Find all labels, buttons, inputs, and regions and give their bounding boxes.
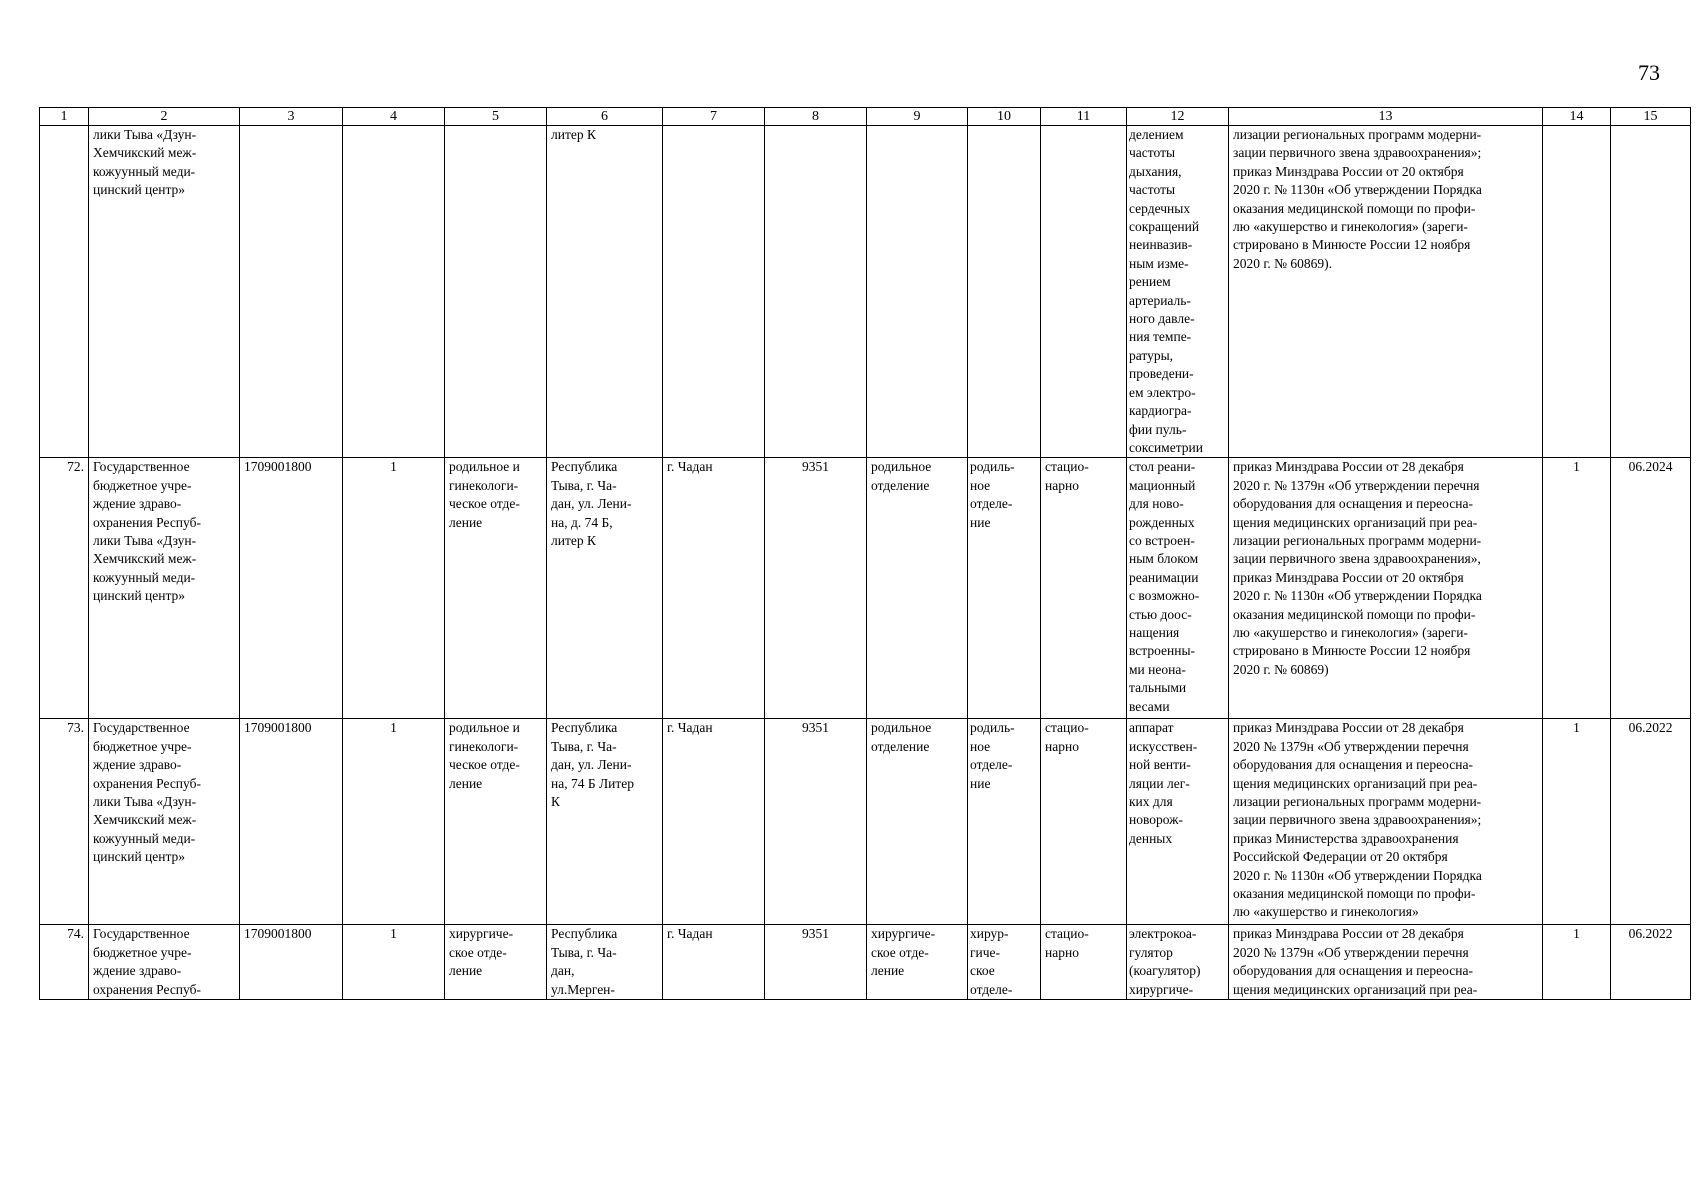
inn-cell: 1709001800 [240, 925, 343, 1000]
column-header: 2 [89, 108, 240, 126]
equipment-cell: аппарат искусствен- ной венти- ляции лег- ких для новорож- денных [1127, 719, 1229, 925]
column-header: 4 [343, 108, 445, 126]
unit-cell: хирургиче- ское отде- ление [867, 925, 968, 1000]
care-type-cell: стацио- нарно [1041, 719, 1127, 925]
regulation-cell: приказ Минздрава России от 28 декабря 2020 № 1379н «Об утверждении перечня оборудования для оснащения и переосна- щения медицинских организаций при реа- [1229, 925, 1543, 1000]
regulation-cell: приказ Минздрава России от 28 декабря 2020 № 1379н «Об утверждении перечня оборудования для оснащения и переосна- щения медицинских организаций при реа- лизации региональных программ модерни- зации первичного звена здравоохранения»; приказ Министерства здравоохранения Российской Федерации от 20 октября 2020 г. № 1130н «Об утверждении Порядка оказания медицинской помощи по профи- лю «акушерство и гинекология» [1229, 719, 1543, 925]
equipment-table [39, 107, 1691, 1000]
city-cell [663, 126, 765, 458]
column-header: 10 [968, 108, 1041, 126]
quantity-cell: 1 [1543, 719, 1611, 925]
column-header: 11 [1041, 108, 1127, 126]
quantity-cell: 1 [1543, 458, 1611, 719]
code-cell: 9351 [765, 925, 867, 1000]
address-cell: Республика Тыва, г. Ча- дан, ул. Лени- на, д. 74 Б, литер К [547, 458, 663, 719]
department-cell [445, 126, 547, 458]
code-cell: 9351 [765, 719, 867, 925]
department-cell: родильное и гинекологи- ческое отде- ление [445, 458, 547, 719]
count-cell [343, 126, 445, 458]
column-header: 9 [867, 108, 968, 126]
care-type-cell: стацио- нарно [1041, 458, 1127, 719]
equipment-cell: делением частоты дыхания, частоты сердечных сокращений неинвазив- ным изме- рением артериаль- ного давле- ния темпе- ратуры, проведени- ем электро- кардиогра- фии пуль- соксиметрии [1127, 126, 1229, 458]
column-header-row [40, 108, 1691, 126]
city-cell: г. Чадан [663, 925, 765, 1000]
address-cell: Республика Тыва, г. Ча- дан, ул.Мерген- [547, 925, 663, 1000]
equipment-cell: электрокоа- гулятор (коагулятор) хирургиче- [1127, 925, 1229, 1000]
city-cell: г. Чадан [663, 458, 765, 719]
table-row [40, 925, 1691, 1000]
row-number-cell: 74. [40, 925, 89, 1000]
care-type-cell: стацио- нарно [1041, 925, 1127, 1000]
institution-cell: Государственное бюджетное учре- ждение здраво- охранения Респуб- [89, 925, 240, 1000]
department-cell: родильное и гинекологи- ческое отде- ление [445, 719, 547, 925]
care-type-cell [1041, 126, 1127, 458]
inn-cell: 1709001800 [240, 458, 343, 719]
date-cell: 06.2022 [1611, 719, 1691, 925]
code-cell [765, 126, 867, 458]
profile-cell: родиль- ное отделе- ние [968, 719, 1041, 925]
date-cell: 06.2022 [1611, 925, 1691, 1000]
regulation-cell: приказ Минздрава России от 28 декабря 2020 г. № 1379н «Об утверждении перечня оборудования для оснащения и переосна- щения медицинских организаций при реа- лизации региональных программ модерни- зации первичного звена здравоохранения», приказ Минздрава России от 20 октября 2020 г. № 1130н «Об утверждении Порядка оказания медицинской помощи по профи- лю «акушерство и гинекология» (зареги- стрировано в Минюсте России 12 ноября 2020 г. № 60869) [1229, 458, 1543, 719]
profile-cell: хирур- гиче- ское отделе- [968, 925, 1041, 1000]
code-cell: 9351 [765, 458, 867, 719]
address-cell: литер К [547, 126, 663, 458]
column-header: 15 [1611, 108, 1691, 126]
table-row [40, 126, 1691, 458]
city-cell: г. Чадан [663, 719, 765, 925]
row-number-cell: 73. [40, 719, 89, 925]
column-header: 7 [663, 108, 765, 126]
column-header: 1 [40, 108, 89, 126]
column-header: 3 [240, 108, 343, 126]
column-header: 14 [1543, 108, 1611, 126]
institution-cell: Государственное бюджетное учре- ждение здраво- охранения Респуб- лики Тыва «Дзун- Хемчикский меж- кожуунный меди- цинский центр» [89, 719, 240, 925]
row-number-cell: 72. [40, 458, 89, 719]
column-header: 5 [445, 108, 547, 126]
unit-cell: родильное отделение [867, 458, 968, 719]
column-header: 13 [1229, 108, 1543, 126]
profile-cell: родиль- ное отделе- ние [968, 458, 1041, 719]
unit-cell: родильное отделение [867, 719, 968, 925]
quantity-cell: 1 [1543, 925, 1611, 1000]
department-cell: хирургиче- ское отде- ление [445, 925, 547, 1000]
column-header: 6 [547, 108, 663, 126]
date-cell [1611, 126, 1691, 458]
count-cell: 1 [343, 719, 445, 925]
table-row [40, 458, 1691, 719]
column-header: 12 [1127, 108, 1229, 126]
inn-cell: 1709001800 [240, 719, 343, 925]
institution-cell: Государственное бюджетное учре- ждение здраво- охранения Респуб- лики Тыва «Дзун- Хемчикский меж- кожуунный меди- цинский центр» [89, 458, 240, 719]
quantity-cell [1543, 126, 1611, 458]
column-header: 8 [765, 108, 867, 126]
inn-cell [240, 126, 343, 458]
count-cell: 1 [343, 458, 445, 719]
regulation-cell: лизации региональных программ модерни- зации первичного звена здравоохранения»; приказ Минздрава России от 20 октября 2020 г. № 1130н «Об утверждении Порядка оказания медицинской помощи по профи- лю «акушерство и гинекология» (зареги- стрировано в Минюсте России 12 ноября 2020 г. № 60869). [1229, 126, 1543, 458]
date-cell: 06.2024 [1611, 458, 1691, 719]
equipment-cell: стол реани- мационный для ново- рожденных со встроен- ным блоком реанимации с возможно- стью доос- нащения встроенны- ми неона- тальными весами [1127, 458, 1229, 719]
count-cell: 1 [343, 925, 445, 1000]
table-row [40, 719, 1691, 925]
institution-cell: лики Тыва «Дзун- Хемчикский меж- кожуунный меди- цинский центр» [89, 126, 240, 458]
address-cell: Республика Тыва, г. Ча- дан, ул. Лени- на, 74 Б Литер К [547, 719, 663, 925]
unit-cell [867, 126, 968, 458]
profile-cell [968, 126, 1041, 458]
page-number: 73 [1638, 60, 1660, 85]
row-number-cell [40, 126, 89, 458]
